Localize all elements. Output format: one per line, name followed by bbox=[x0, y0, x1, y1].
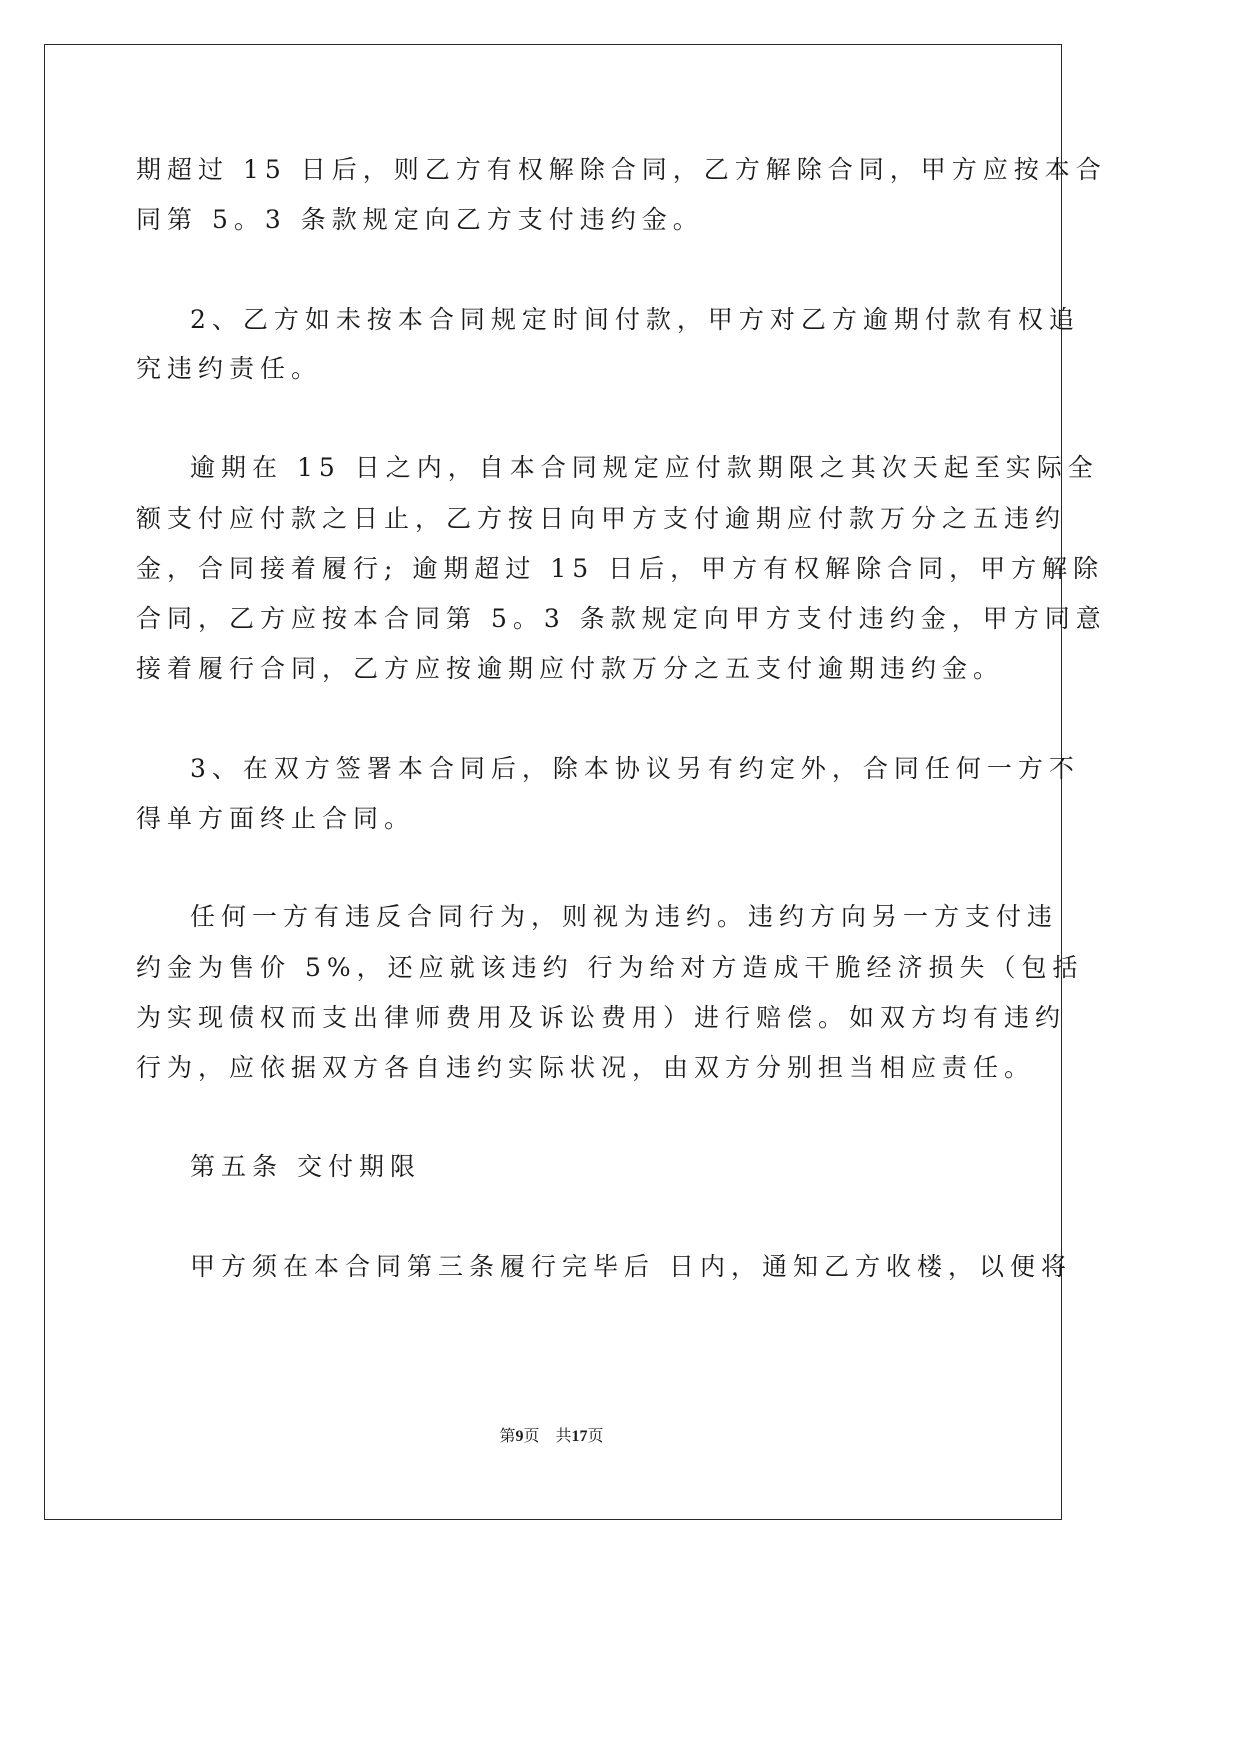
body-line: 究违约责任。 bbox=[136, 354, 323, 383]
body-line: 期超过 15 日后，则乙方有权解除合同，乙方解除合同，甲方应按本合 bbox=[136, 155, 1107, 184]
body-line: 得单方面终止合同。 bbox=[136, 804, 416, 833]
body-line: 合同，乙方应按本合同第 5。3 条款规定向甲方支付违约金，甲方同意 bbox=[136, 604, 1107, 633]
page-prefix: 第 bbox=[499, 1428, 516, 1445]
total-pages: 17 bbox=[571, 1428, 588, 1445]
body-line: 为实现债权而支出律师费用及诉讼费用）进行赔偿。如双方均有违约 bbox=[136, 1003, 1067, 1032]
page-number: 9 bbox=[515, 1428, 524, 1445]
body-line: 甲方须在本合同第三条履行完毕后 日内，通知乙方收楼，以便将 bbox=[190, 1252, 1072, 1281]
body-line: 2、乙方如未按本合同规定时间付款，甲方对乙方逾期付款有权追 bbox=[190, 305, 1080, 334]
page-footer bbox=[0, 1426, 1103, 1448]
body-line: 3、在双方签署本合同后，除本协议另有约定外，合同任何一方不 bbox=[190, 754, 1080, 783]
page-suffix: 页 bbox=[523, 1428, 540, 1445]
body-line: 任何一方有违反合同行为，则视为违约。违约方向另一方支付违 bbox=[190, 902, 1059, 931]
body-line: 金，合同接着履行; 逾期超过 15 日后，甲方有权解除合同，甲方解除 bbox=[136, 554, 1105, 583]
body-line: 行为，应依据双方各自违约实际状况，由双方分别担当相应责任。 bbox=[136, 1053, 1036, 1082]
body-line: 逾期在 15 日之内，自本合同规定应付款期限之其次天起至实际全 bbox=[190, 453, 1099, 482]
body-line: 约金为售价 5%，还应就该违约 行为给对方造成干脆经济损失（包括 bbox=[136, 953, 1084, 982]
total-prefix: 共 bbox=[555, 1428, 572, 1445]
body-line: 接着履行合同，乙方应按逾期应付款万分之五支付逾期违约金。 bbox=[136, 654, 1005, 683]
section-heading: 第五条 交付期限 bbox=[190, 1152, 421, 1181]
total-suffix: 页 bbox=[587, 1428, 604, 1445]
body-line: 同第 5。3 条款规定向乙方支付违约金。 bbox=[136, 205, 704, 234]
body-line: 额支付应付款之日止，乙方按日向甲方支付逾期应付款万分之五违约 bbox=[136, 504, 1067, 533]
